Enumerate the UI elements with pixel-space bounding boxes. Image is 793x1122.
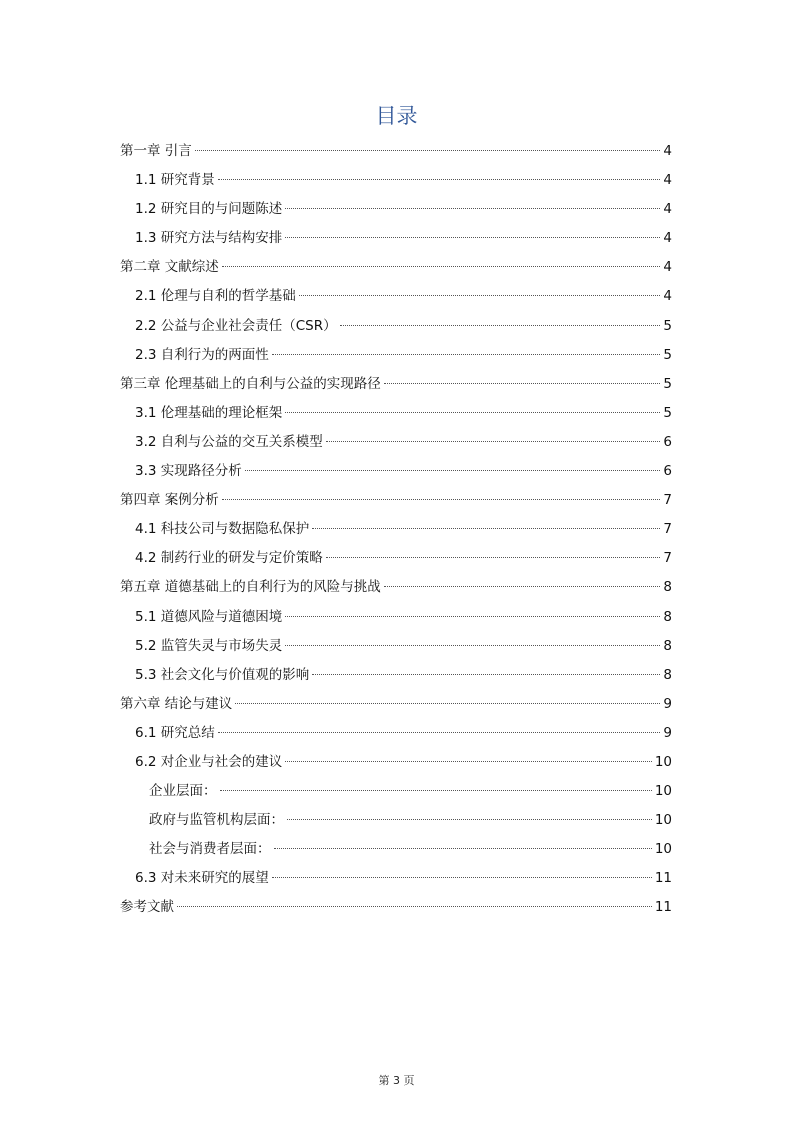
toc-dot-leader	[218, 732, 661, 733]
toc-entry-page: 4	[663, 201, 672, 218]
toc-entry-page: 4	[663, 172, 672, 189]
toc-dot-leader	[285, 412, 660, 413]
toc-entry[interactable]	[120, 690, 672, 719]
toc-entry[interactable]	[120, 457, 672, 486]
toc-entry-page: 5	[663, 317, 672, 334]
toc-entry[interactable]	[120, 486, 672, 515]
toc-entry-page: 7	[663, 492, 672, 509]
toc-entry-page: 4	[663, 259, 672, 276]
toc-entry-label: 6.3 对未来研究的展望	[135, 870, 269, 887]
toc-entry-label: 第六章 结论与建议	[120, 695, 233, 712]
page-footer: 第 3 页	[378, 1074, 415, 1087]
toc-entry-page: 9	[663, 695, 672, 712]
toc-entry-page: 11	[654, 870, 672, 887]
toc-dot-leader	[312, 674, 660, 675]
toc-entry-page: 11	[654, 899, 672, 916]
toc-entry[interactable]	[120, 428, 672, 457]
toc-entry-label: 5.1 道德风险与道德困境	[135, 608, 283, 625]
toc-entry[interactable]	[120, 632, 672, 661]
toc-entry-label: 企业层面：	[149, 783, 217, 800]
toc-entry-page: 4	[663, 143, 672, 159]
toc-entry[interactable]	[120, 661, 672, 690]
toc-entry[interactable]	[120, 137, 672, 166]
toc-dot-leader	[245, 470, 661, 471]
toc-dot-leader	[287, 819, 652, 820]
toc-entry-label: 社会与消费者层面：	[149, 841, 271, 858]
toc-entry-page: 10	[654, 783, 672, 800]
toc-dot-leader	[299, 295, 661, 296]
toc-entry-label: 2.2 公益与企业社会责任（CSR）	[135, 317, 337, 334]
toc-dot-leader	[326, 557, 661, 558]
toc-entry-label: 3.2 自利与公益的交互关系模型	[135, 433, 323, 450]
toc-entry-page: 10	[654, 841, 672, 858]
toc-entry[interactable]	[120, 603, 672, 632]
toc-dot-leader	[177, 906, 652, 907]
toc-entry[interactable]	[120, 573, 672, 602]
toc-entry-page: 8	[663, 608, 672, 625]
toc-entry[interactable]	[120, 893, 672, 922]
toc-entry-label: 第五章 道德基础上的自利行为的风险与挑战	[120, 579, 381, 596]
toc-entry-page: 9	[663, 724, 672, 741]
toc-entry-page: 6	[663, 463, 672, 480]
toc-dot-leader	[222, 266, 661, 267]
toc-entry[interactable]	[120, 806, 672, 835]
toc-entry-label: 1.1 研究背景	[135, 172, 215, 189]
toc-entry-page: 7	[663, 521, 672, 538]
toc-dot-leader	[195, 150, 661, 151]
toc-entry[interactable]	[120, 864, 672, 893]
toc-dot-leader	[312, 528, 660, 529]
toc-entry-page: 5	[663, 346, 672, 363]
toc-dot-leader	[272, 354, 661, 355]
toc-dot-leader	[285, 208, 660, 209]
toc-dot-leader	[285, 237, 660, 238]
toc-entry[interactable]	[120, 312, 672, 341]
toc-dot-leader	[235, 703, 660, 704]
toc-entry[interactable]	[120, 253, 672, 282]
toc-entry[interactable]	[120, 370, 672, 399]
toc-entry[interactable]	[120, 835, 672, 864]
toc-entry-label: 2.1 伦理与自利的哲学基础	[135, 288, 296, 305]
toc-entry[interactable]	[120, 195, 672, 224]
toc-dot-leader	[285, 616, 660, 617]
toc-entry-label: 1.3 研究方法与结构安排	[135, 230, 283, 247]
toc-entry-page: 6	[663, 433, 672, 450]
toc-entry-label: 第一章 引言	[120, 143, 192, 159]
toc-entry[interactable]	[120, 515, 672, 544]
toc-entry[interactable]	[120, 544, 672, 573]
toc-entry-label: 6.2 对企业与社会的建议	[135, 753, 283, 770]
toc-entry[interactable]	[120, 166, 672, 195]
toc-entry[interactable]	[120, 341, 672, 370]
toc-entry-page: 8	[663, 637, 672, 654]
toc-dot-leader	[222, 499, 661, 500]
toc-dot-leader	[272, 877, 652, 878]
toc-entry[interactable]	[120, 719, 672, 748]
toc-entry-label: 5.2 监管失灵与市场失灵	[135, 637, 283, 654]
toc-entry-page: 8	[663, 666, 672, 683]
toc-entry-label: 2.3 自利行为的两面性	[135, 346, 269, 363]
toc-entry-label: 5.3 社会文化与价值观的影响	[135, 666, 310, 683]
toc-entry[interactable]	[120, 777, 672, 806]
toc-entry-page: 8	[663, 579, 672, 596]
toc-entry-label: 3.1 伦理基础的理论框架	[135, 404, 283, 421]
toc-entry-page: 10	[654, 812, 672, 829]
toc-entry[interactable]	[120, 399, 672, 428]
toc-entry-label: 4.2 制药行业的研发与定价策略	[135, 550, 323, 567]
toc-dot-leader	[285, 761, 652, 762]
toc-dot-leader	[274, 848, 652, 849]
toc-entry[interactable]	[120, 224, 672, 253]
toc-entry-label: 第三章 伦理基础上的自利与公益的实现路径	[120, 375, 381, 392]
toc-entry-label: 参考文献	[120, 899, 174, 916]
toc-entry-page: 4	[663, 230, 672, 247]
toc-entry[interactable]	[120, 282, 672, 311]
toc-entry-page: 10	[654, 753, 672, 770]
toc-entry-label: 第四章 案例分析	[120, 492, 219, 509]
toc-dot-leader	[384, 383, 661, 384]
toc-dot-leader	[340, 325, 661, 326]
toc-entry-label: 1.2 研究目的与问题陈述	[135, 201, 283, 218]
toc-entry-page: 7	[663, 550, 672, 567]
toc-entry-page: 5	[663, 404, 672, 421]
toc-dot-leader	[326, 441, 661, 442]
table-of-contents	[120, 137, 672, 923]
toc-entry-label: 政府与监管机构层面：	[149, 812, 284, 829]
page-title: 目录	[375, 104, 418, 128]
toc-entry-page: 5	[663, 375, 672, 392]
toc-dot-leader	[220, 790, 652, 791]
toc-entry-label: 4.1 科技公司与数据隐私保护	[135, 521, 310, 538]
toc-entry-label: 6.1 研究总结	[135, 724, 215, 741]
toc-dot-leader	[285, 645, 660, 646]
toc-dot-leader	[218, 179, 661, 180]
toc-entry-label: 第二章 文献综述	[120, 259, 219, 276]
toc-entry-page: 4	[663, 288, 672, 305]
toc-entry[interactable]	[120, 748, 672, 777]
toc-dot-leader	[384, 586, 661, 587]
toc-entry-label: 3.3 实现路径分析	[135, 463, 242, 480]
